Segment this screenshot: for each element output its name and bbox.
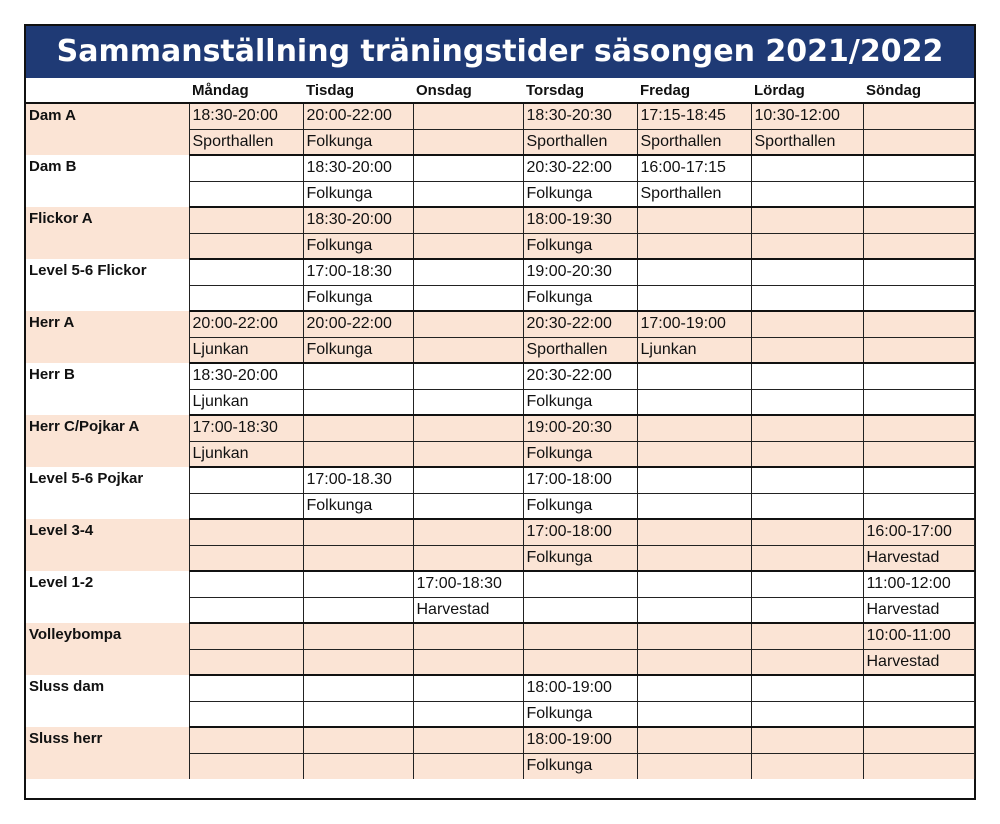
venue-cell [751,545,863,571]
group-name: Herr C/Pojkar A [26,415,189,467]
time-cell [751,519,863,545]
schedule-sheet [24,24,976,800]
time-cell [637,519,751,545]
time-cell [637,259,751,285]
time-cell [189,207,303,233]
group-name: Herr B [26,363,189,415]
venue-cell: Folkunga [303,181,413,207]
venue-cell [523,649,637,675]
venue-cell: Harvestad [863,545,974,571]
time-cell [523,571,637,597]
time-cell [751,207,863,233]
venue-cell: Sporthallen [751,129,863,155]
time-cell [303,623,413,649]
time-cell [413,363,523,389]
group-time-row [26,675,974,701]
time-cell: 16:00-17:00 [863,519,974,545]
time-cell [637,415,751,441]
venue-cell [189,545,303,571]
venue-cell: Sporthallen [189,129,303,155]
time-cell [751,415,863,441]
venue-cell [751,285,863,311]
time-cell: 17:00-18:30 [189,415,303,441]
venue-cell: Folkunga [523,389,637,415]
time-cell [751,727,863,753]
venue-cell [413,753,523,779]
group-time-row [26,363,974,389]
time-cell [863,363,974,389]
time-cell: 10:30-12:00 [751,103,863,129]
time-cell [637,467,751,493]
time-cell [637,363,751,389]
time-cell [413,155,523,181]
venue-cell [637,649,751,675]
venue-cell [189,285,303,311]
group-name: Sluss herr [26,727,189,779]
venue-cell [637,545,751,571]
venue-cell [303,701,413,727]
time-cell: 17:00-18:00 [523,467,637,493]
venue-cell [751,649,863,675]
venue-cell: Folkunga [303,337,413,363]
time-cell [413,415,523,441]
group-name: Level 1-2 [26,571,189,623]
time-cell [637,207,751,233]
time-cell [637,727,751,753]
group-time-row [26,207,974,233]
group-time-row [26,571,974,597]
time-cell [413,103,523,129]
time-cell [413,311,523,337]
venue-cell [303,545,413,571]
venue-cell [863,337,974,363]
venue-cell: Ljunkan [189,389,303,415]
group-name: Volleybompa [26,623,189,675]
time-cell [413,675,523,701]
venue-cell: Harvestad [863,649,974,675]
venue-cell [637,597,751,623]
venue-cell [413,545,523,571]
group-name: Level 3-4 [26,519,189,571]
time-cell: 11:00-12:00 [863,571,974,597]
time-cell [303,363,413,389]
time-cell: 17:00-19:00 [637,311,751,337]
time-cell [189,259,303,285]
venue-cell [863,701,974,727]
venue-cell: Folkunga [523,441,637,467]
venue-cell: Folkunga [523,181,637,207]
time-cell [863,259,974,285]
time-cell [751,311,863,337]
venue-cell: Folkunga [523,285,637,311]
time-cell [523,623,637,649]
time-cell: 17:00-18.30 [303,467,413,493]
time-cell: 20:30-22:00 [523,155,637,181]
day-header: Torsdag [523,78,637,103]
venue-cell [189,701,303,727]
venue-cell [303,649,413,675]
group-time-row [26,103,974,129]
venue-cell [863,233,974,259]
venue-cell [303,389,413,415]
group-time-row [26,259,974,285]
venue-cell [863,285,974,311]
time-cell: 20:00-22:00 [303,311,413,337]
group-name: Herr A [26,311,189,363]
time-cell [637,623,751,649]
venue-cell: Folkunga [523,233,637,259]
schedule-table [26,78,975,779]
venue-cell [189,493,303,519]
time-cell [413,623,523,649]
time-cell [303,675,413,701]
venue-cell: Sporthallen [637,129,751,155]
venue-cell [751,233,863,259]
time-cell [751,363,863,389]
venue-cell [189,649,303,675]
venue-cell [413,389,523,415]
venue-cell [751,597,863,623]
time-cell [751,155,863,181]
time-cell [189,727,303,753]
time-cell [863,675,974,701]
time-cell: 17:15-18:45 [637,103,751,129]
venue-cell [189,233,303,259]
time-cell [413,727,523,753]
venue-cell [751,753,863,779]
time-cell: 20:00-22:00 [303,103,413,129]
venue-cell [863,493,974,519]
venue-cell [751,337,863,363]
time-cell: 16:00-17:15 [637,155,751,181]
venue-cell [863,753,974,779]
time-cell: 18:00-19:30 [523,207,637,233]
venue-cell [637,441,751,467]
time-cell: 18:00-19:00 [523,675,637,701]
venue-cell [413,441,523,467]
group-time-row [26,467,974,493]
time-cell: 18:00-19:00 [523,727,637,753]
time-cell [751,623,863,649]
venue-cell [189,753,303,779]
time-cell: 20:30-22:00 [523,363,637,389]
time-cell [189,519,303,545]
time-cell [413,519,523,545]
venue-cell [637,701,751,727]
venue-cell: Harvestad [413,597,523,623]
group-time-row [26,155,974,181]
time-cell [863,467,974,493]
venue-cell [863,129,974,155]
time-cell: 17:00-18:30 [413,571,523,597]
venue-cell [637,285,751,311]
time-cell: 17:00-18:30 [303,259,413,285]
time-cell [751,675,863,701]
venue-cell [523,597,637,623]
venue-cell [189,597,303,623]
time-cell [863,415,974,441]
venue-cell [637,233,751,259]
venue-cell: Ljunkan [637,337,751,363]
time-cell [863,207,974,233]
venue-cell [413,701,523,727]
venue-cell: Folkunga [523,701,637,727]
page-title: Sammanställning träningstider säsongen 2021/2022 [26,26,974,78]
venue-cell [303,441,413,467]
day-header: Tisdag [303,78,413,103]
schedule-body [26,103,974,779]
group-name: Level 5-6 Pojkar [26,467,189,519]
venue-cell [189,181,303,207]
venue-cell [751,493,863,519]
day-header: Söndag [863,78,974,103]
time-cell: 10:00-11:00 [863,623,974,649]
time-cell: 18:30-20:00 [189,103,303,129]
venue-cell [637,493,751,519]
venue-cell [303,753,413,779]
group-time-row [26,415,974,441]
venue-cell [751,181,863,207]
venue-cell [413,181,523,207]
venue-cell [413,285,523,311]
time-cell: 18:30-20:30 [523,103,637,129]
day-header: Lördag [751,78,863,103]
time-cell [413,259,523,285]
venue-cell: Folkunga [303,493,413,519]
time-cell [189,467,303,493]
venue-cell: Sporthallen [523,129,637,155]
time-cell [863,727,974,753]
time-cell [751,571,863,597]
venue-cell [751,389,863,415]
venue-cell [637,753,751,779]
time-cell: 17:00-18:00 [523,519,637,545]
venue-cell [863,441,974,467]
venue-cell [413,129,523,155]
venue-cell [863,181,974,207]
time-cell [303,415,413,441]
group-name: Level 5-6 Flickor [26,259,189,311]
time-cell [863,311,974,337]
time-cell: 20:00-22:00 [189,311,303,337]
venue-cell: Harvestad [863,597,974,623]
venue-cell [637,389,751,415]
time-cell [637,571,751,597]
time-cell: 19:00-20:30 [523,259,637,285]
group-time-row [26,623,974,649]
venue-cell: Folkunga [523,493,637,519]
venue-cell [751,441,863,467]
time-cell: 18:30-20:00 [303,155,413,181]
venue-cell: Ljunkan [189,337,303,363]
time-cell: 20:30-22:00 [523,311,637,337]
venue-cell: Folkunga [303,233,413,259]
time-cell: 19:00-20:30 [523,415,637,441]
time-cell: 18:30-20:00 [303,207,413,233]
group-time-row [26,727,974,753]
venue-cell: Sporthallen [637,181,751,207]
time-cell [189,675,303,701]
time-cell [751,467,863,493]
time-cell [863,103,974,129]
venue-cell: Folkunga [303,285,413,311]
venue-cell [413,649,523,675]
venue-cell: Ljunkan [189,441,303,467]
time-cell [189,155,303,181]
time-cell: 18:30-20:00 [189,363,303,389]
day-header: Måndag [189,78,303,103]
venue-cell [303,597,413,623]
header-corner [26,78,189,103]
venue-cell: Folkunga [523,753,637,779]
group-name: Dam A [26,103,189,155]
time-cell [189,571,303,597]
time-cell [413,467,523,493]
venue-cell [413,493,523,519]
venue-cell [413,233,523,259]
group-time-row [26,311,974,337]
venue-cell: Sporthallen [523,337,637,363]
header-row [26,78,974,103]
time-cell [303,571,413,597]
venue-cell [863,389,974,415]
group-name: Sluss dam [26,675,189,727]
time-cell [189,623,303,649]
day-header: Fredag [637,78,751,103]
time-cell [413,207,523,233]
venue-cell: Folkunga [303,129,413,155]
time-cell [863,155,974,181]
venue-cell [751,701,863,727]
time-cell [303,727,413,753]
time-cell [751,259,863,285]
group-name: Dam B [26,155,189,207]
group-name: Flickor A [26,207,189,259]
day-header: Onsdag [413,78,523,103]
time-cell [637,675,751,701]
group-time-row [26,519,974,545]
time-cell [303,519,413,545]
venue-cell: Folkunga [523,545,637,571]
venue-cell [413,337,523,363]
